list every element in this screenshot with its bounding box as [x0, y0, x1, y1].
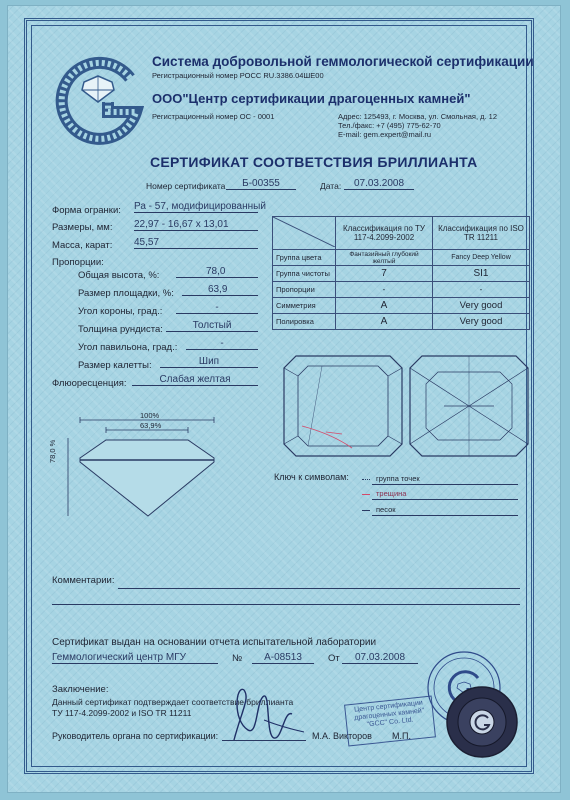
row-value-iso: Fancy Deep Yellow [433, 250, 530, 266]
system-title: Система добровольной геммологической сертификации [152, 54, 534, 69]
signature-label: Руководитель органа по сертификации: [52, 731, 219, 741]
row-value-iso: SI1 [433, 266, 530, 282]
row-value-tu: A [336, 298, 433, 314]
classification-header-iso: Классификация по ISO TR 11211 [433, 217, 530, 250]
cert-date-label: Дата: [320, 181, 342, 191]
report-no-label: № [232, 653, 243, 664]
signatory-name: М.А. Викторов [312, 731, 372, 741]
row-label: Симметрия [273, 298, 336, 314]
org-email: E-mail: gem.expert@mail.ru [338, 130, 432, 139]
row-value-tu: - [336, 282, 433, 298]
mass-value: 45,57 [134, 237, 258, 249]
row-label: Группа цвета [273, 250, 336, 266]
table-pct-label: 63,9% [140, 421, 162, 430]
pavilion-angle-label: Угол павильона, град.: [78, 342, 178, 353]
org-registration: Регистрационный номер ОС - 0001 [152, 112, 275, 121]
gcc-stamp-title: Центр сертификации драгоценных камней" "GCC" Co. Ltd. [353, 699, 425, 729]
corner-diagonal [273, 217, 335, 247]
legend-sand-icon [362, 510, 370, 511]
height-pct-label: 78,0 % [48, 439, 57, 463]
table-row [273, 250, 530, 266]
row-value-tu: Фантазийный глубокий желтый [336, 250, 433, 266]
legend-item-sand: песок [376, 505, 396, 514]
basis-text: Сертификат выдан на основании отчета испытательной лаборатории [52, 637, 377, 648]
legend-crack-icon [362, 494, 370, 495]
row-label: Полировка [273, 314, 336, 330]
pavilion-plot-diagram [408, 354, 530, 458]
table-row [273, 266, 530, 282]
fluorescence-label: Флюоресценция: [52, 378, 127, 389]
sizes-label: Размеры, мм: [52, 222, 113, 233]
conclusion-line-1: Данный сертификат подтверждает соответствие бриллианта [52, 697, 294, 707]
org-address: Адрес: 125493, г. Москва, ул. Смольная, д. 12 [338, 112, 498, 121]
pavilion-angle-value: - [186, 338, 258, 350]
table-size-label: Размер площадки, %: [78, 288, 174, 299]
handwritten-signature [214, 680, 314, 750]
comments-label: Комментарии: [52, 575, 115, 586]
round-seal-stamp [444, 684, 520, 760]
conclusion-line-2: ТУ 117-4.2099-2002 и ISO TR 11211 [52, 708, 192, 718]
report-from-label: От [328, 653, 340, 664]
crown-plot-diagram [282, 354, 404, 458]
width-100-label: 100% [140, 411, 160, 420]
system-registration: Регистрационный номер РОСС RU.3386.04ШЕ00 [152, 71, 324, 80]
row-value-tu: A [336, 314, 433, 330]
mass-label: Масса, карат: [52, 240, 113, 251]
conclusion-label: Заключение: [52, 684, 109, 695]
classification-header-tu: Классификация по ТУ 117-4.2099-2002 [336, 217, 433, 250]
lab-name: Геммологический центр МГУ [52, 652, 218, 664]
culet-label: Размер калетты: [78, 360, 152, 371]
legend-line-3 [372, 515, 518, 516]
legend-item-dots: группа точек [376, 474, 420, 483]
row-value-iso: Very good [433, 314, 530, 330]
legend-label: Ключ к символам: [274, 472, 349, 482]
org-name: ООО"Центр сертификации драгоценных камней" [152, 91, 471, 106]
cert-number-label: Номер сертификата [146, 181, 226, 191]
certificate-title: СЕРТИФИКАТ СООТВЕТСТВИЯ БРИЛЛИАНТА [150, 154, 478, 170]
legend-item-crack: трещина [376, 489, 407, 498]
classification-table [272, 216, 530, 330]
report-no: А-08513 [252, 652, 314, 664]
legend-line-1 [372, 484, 518, 485]
proportions-label: Пропорции: [52, 257, 104, 268]
profile-diagram [60, 412, 230, 522]
sizes-value: 22,97 - 16,67 x 13,01 [134, 219, 258, 231]
table-row [273, 314, 530, 330]
row-label: Пропорции [273, 282, 336, 298]
table-row [273, 298, 530, 314]
total-height-label: Общая высота, %: [78, 270, 160, 281]
gcc-logo-icon [52, 56, 144, 148]
cert-date: 07.03.2008 [344, 178, 414, 190]
cut-form-value: Ра - 57, модифицированный [134, 201, 266, 212]
table-corner [273, 217, 336, 250]
table-size-value: 63,9 [182, 284, 258, 296]
org-phone: Тел./факс: +7 (495) 775-62-70 [338, 121, 441, 130]
comments-line-1 [118, 588, 520, 589]
row-value-tu: 7 [336, 266, 433, 282]
culet-value: Шип [160, 356, 258, 368]
girdle-value: Толстый [166, 320, 258, 332]
row-label: Группа чистоты [273, 266, 336, 282]
row-value-iso: - [433, 282, 530, 298]
cut-form-label: Форма огранки: [52, 205, 121, 216]
row-value-iso: Very good [433, 298, 530, 314]
legend-line-2 [372, 499, 518, 500]
fluorescence-value: Слабая желтая [132, 374, 258, 386]
girdle-label: Толщина рундиста: [78, 324, 163, 335]
cert-number: Б-00355 [226, 178, 296, 190]
total-height-value: 78,0 [176, 266, 258, 278]
report-date: 07.03.2008 [342, 652, 418, 664]
comments-line-2 [52, 604, 520, 605]
crown-angle-label: Угол короны, град.: [78, 306, 163, 317]
mp-label: М.П. [392, 731, 411, 741]
table-row [273, 282, 530, 298]
crown-angle-value: - [176, 302, 258, 314]
legend-dots-icon [362, 479, 370, 480]
